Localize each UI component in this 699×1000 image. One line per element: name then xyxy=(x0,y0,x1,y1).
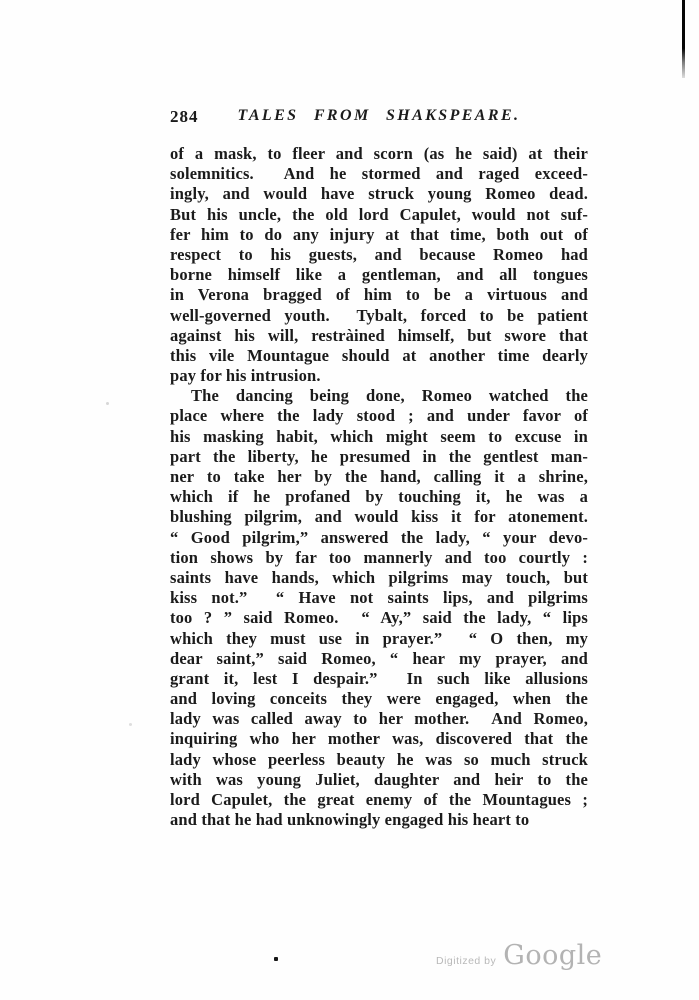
text-line: lord Capulet, the great enemy of the Mountagues ; xyxy=(170,790,588,809)
text-line: lady was called away to her mother. And Romeo, xyxy=(170,709,588,729)
text-line: part the liberty, he presumed in the gentlest man- xyxy=(170,446,588,466)
text-line: fer him to do any injury at that time, both out of xyxy=(170,224,588,244)
scan-edge-line xyxy=(682,0,685,78)
paragraph xyxy=(170,386,588,830)
text-line: with was young Juliet, daughter and heir to the xyxy=(170,769,588,789)
text-line: which if he profaned by touching it, he was a xyxy=(170,487,588,507)
ink-speck xyxy=(129,723,132,726)
digitized-by-label: Digitized by xyxy=(436,955,497,967)
text-line: borne himself like a gentleman, and all tongues xyxy=(170,265,588,285)
text-line: But his uncle, the old lord Capulet, would not suf- xyxy=(170,204,588,224)
text-line: which they must use in prayer.” “ O then, my xyxy=(170,628,588,648)
text-line: and loving conceits they were engaged, when the xyxy=(170,689,588,709)
text-line: respect to his guests, and because Romeo had xyxy=(170,244,588,264)
text-line: against his will, restràined himself, but swore that xyxy=(170,325,588,345)
text-line: well-governed youth. Tybalt, forced to be patient xyxy=(170,305,588,325)
text-line: dear saint,” said Romeo, “ hear my prayer, and xyxy=(170,648,588,668)
running-title: TALES FROM SHAKSPEARE. xyxy=(237,107,521,124)
google-logo: Google xyxy=(503,940,603,971)
text-line: his masking habit, which might seem to excuse in xyxy=(170,426,588,446)
text-line: The dancing being done, Romeo watched the xyxy=(191,386,588,406)
page-text xyxy=(170,144,588,830)
text-line: kiss not.” “ Have not saints lips, and pilgrims xyxy=(170,588,588,608)
text-line: and that he had unknowingly engaged his heart to xyxy=(170,810,530,830)
ink-speck xyxy=(106,402,109,405)
text-line: too ? ” said Romeo. “ Ay,” said the lady, “ lips xyxy=(170,608,588,628)
text-line: this vile Mountague should at another time dearly xyxy=(170,345,588,365)
text-line: “ Good pilgrim,” answered the lady, “ your devo- xyxy=(170,527,588,547)
watermark xyxy=(436,940,602,971)
text-line: ingly, and would have struck young Romeo dead. xyxy=(170,184,588,204)
text-line: inquiring who her mother was, discovered that the xyxy=(170,729,588,749)
text-line: grant it, lest I despair.” In such like allusions xyxy=(170,668,588,688)
text-line: place where the lady stood ; and under favor of xyxy=(170,406,588,426)
text-line: lady whose peerless beauty he was so much struck xyxy=(170,749,588,769)
text-line: solemnitics. And he stormed and raged exceed- xyxy=(170,164,588,184)
text-line: tion shows by far too mannerly and too courtly : xyxy=(170,547,588,567)
ink-dot xyxy=(274,957,278,961)
page-number: 284 xyxy=(170,107,199,126)
paragraph xyxy=(170,144,588,386)
text-line: saints have hands, which pilgrims may touch, but xyxy=(170,567,588,587)
text-line: pay for his intrusion. xyxy=(170,366,321,386)
text-line: blushing pilgrim, and would kiss it for atonement. xyxy=(170,507,588,527)
text-line: of a mask, to fleer and scorn (as he said) at their xyxy=(170,144,588,163)
text-line: in Verona bragged of him to be a virtuous and xyxy=(170,285,588,305)
text-line: ner to take her by the hand, calling it a shrine, xyxy=(170,467,588,486)
page-header xyxy=(170,107,588,129)
